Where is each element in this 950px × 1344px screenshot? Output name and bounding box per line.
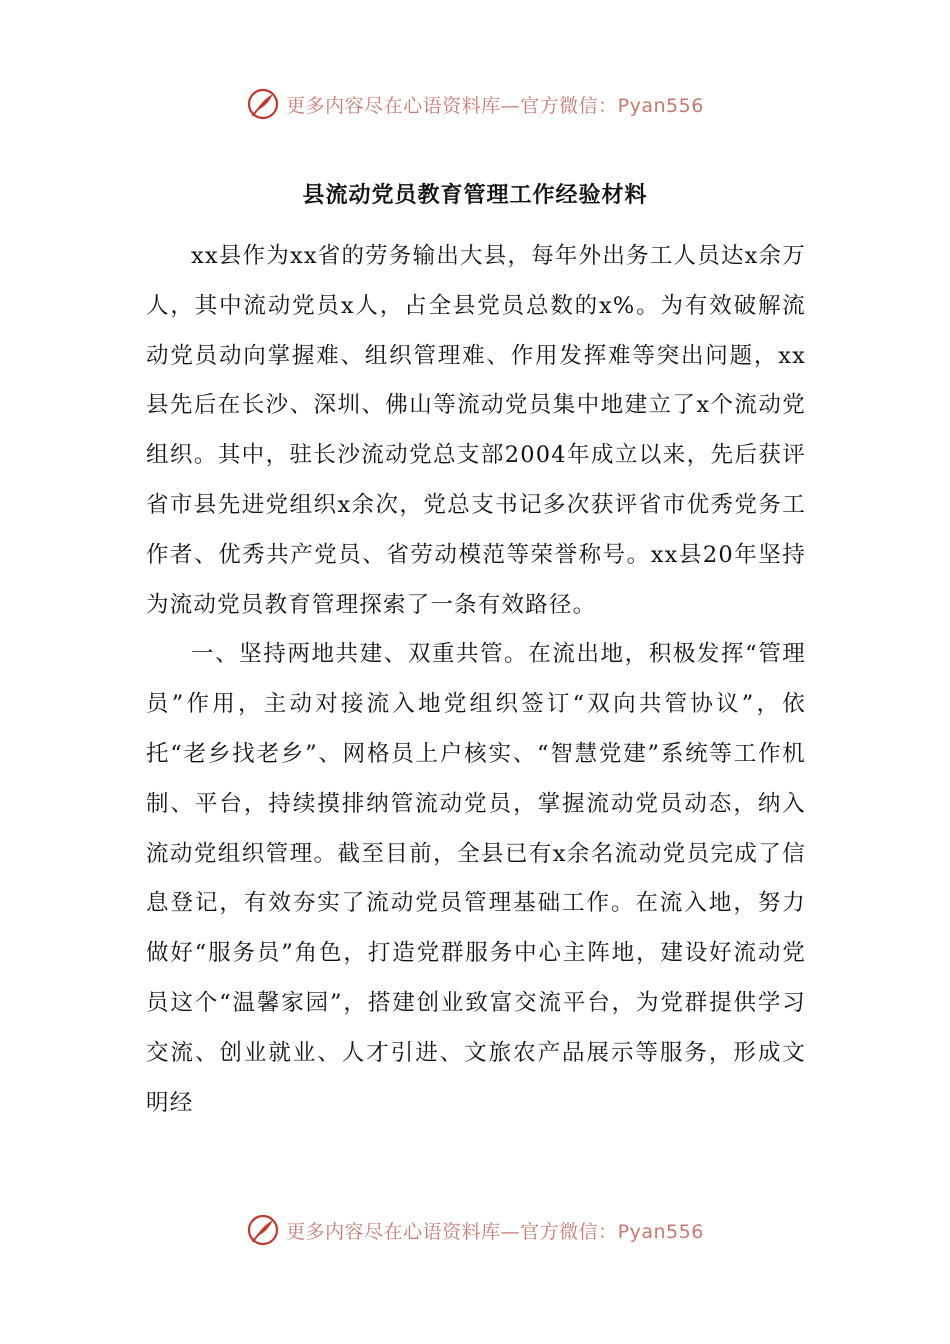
footer-watermark — [0, 1210, 950, 1250]
quill-circle-icon — [246, 87, 280, 121]
document-title: 县流动党员教育管理工作经验材料 — [302, 182, 648, 208]
paragraph-1: xx县作为xx省的劳务输出大县，每年外出务工人员达x余万人，其中流动党员x人，占全县党员总数的x%。为有效破解流动党员动向掌握难、组织管理难、作用发挥难等突出问题，xx县先后在长沙、深圳、佛山等流动党员集中地建立了x个流动党组织。其中，驻长沙流动党总支部2004年成立以来，先后获评省市县先进党组织x余次，党总支书记多次获评省市优秀党务工作者、优秀共产党员、省劳动模范等荣誉称号。xx县20年坚持为流动党员教育管理探索了一条有效路径。 — [146, 243, 806, 618]
document-body — [146, 232, 806, 1128]
watermark-handle: Pyan556 — [617, 1220, 704, 1243]
quill-circle-icon — [246, 1213, 280, 1247]
header-watermark — [0, 84, 950, 124]
watermark-handle: Pyan556 — [617, 94, 704, 117]
paragraph-2: 一、坚持两地共建、双重共管。在流出地，积极发挥“管理员”作用，主动对接流入地党组织签订“双向共管协议”，依托“老乡找老乡”、网格员上户核实、“智慧党建”系统等工作机制、平台，持续摸排纳管流动党员，掌握流动党员动态，纳入流动党组织管理。截至目前，全县已有x余名流动党员完成了信息登记，有效夯实了流动党员管理基础工作。在流入地，努力做好“服务员”角色，打造党群服务中心主阵地，建设好流动党员这个“温馨家园”，搭建创业致富交流平台，为党群提供学习交流、创业就业、人才引进、文旅农产品展示等服务，形成文明经 — [146, 641, 806, 1116]
watermark-text: 更多内容尽在心语资料库—官方微信：Pyan556 — [286, 94, 704, 117]
watermark-text: 更多内容尽在心语资料库—官方微信：Pyan556 — [286, 1220, 704, 1243]
